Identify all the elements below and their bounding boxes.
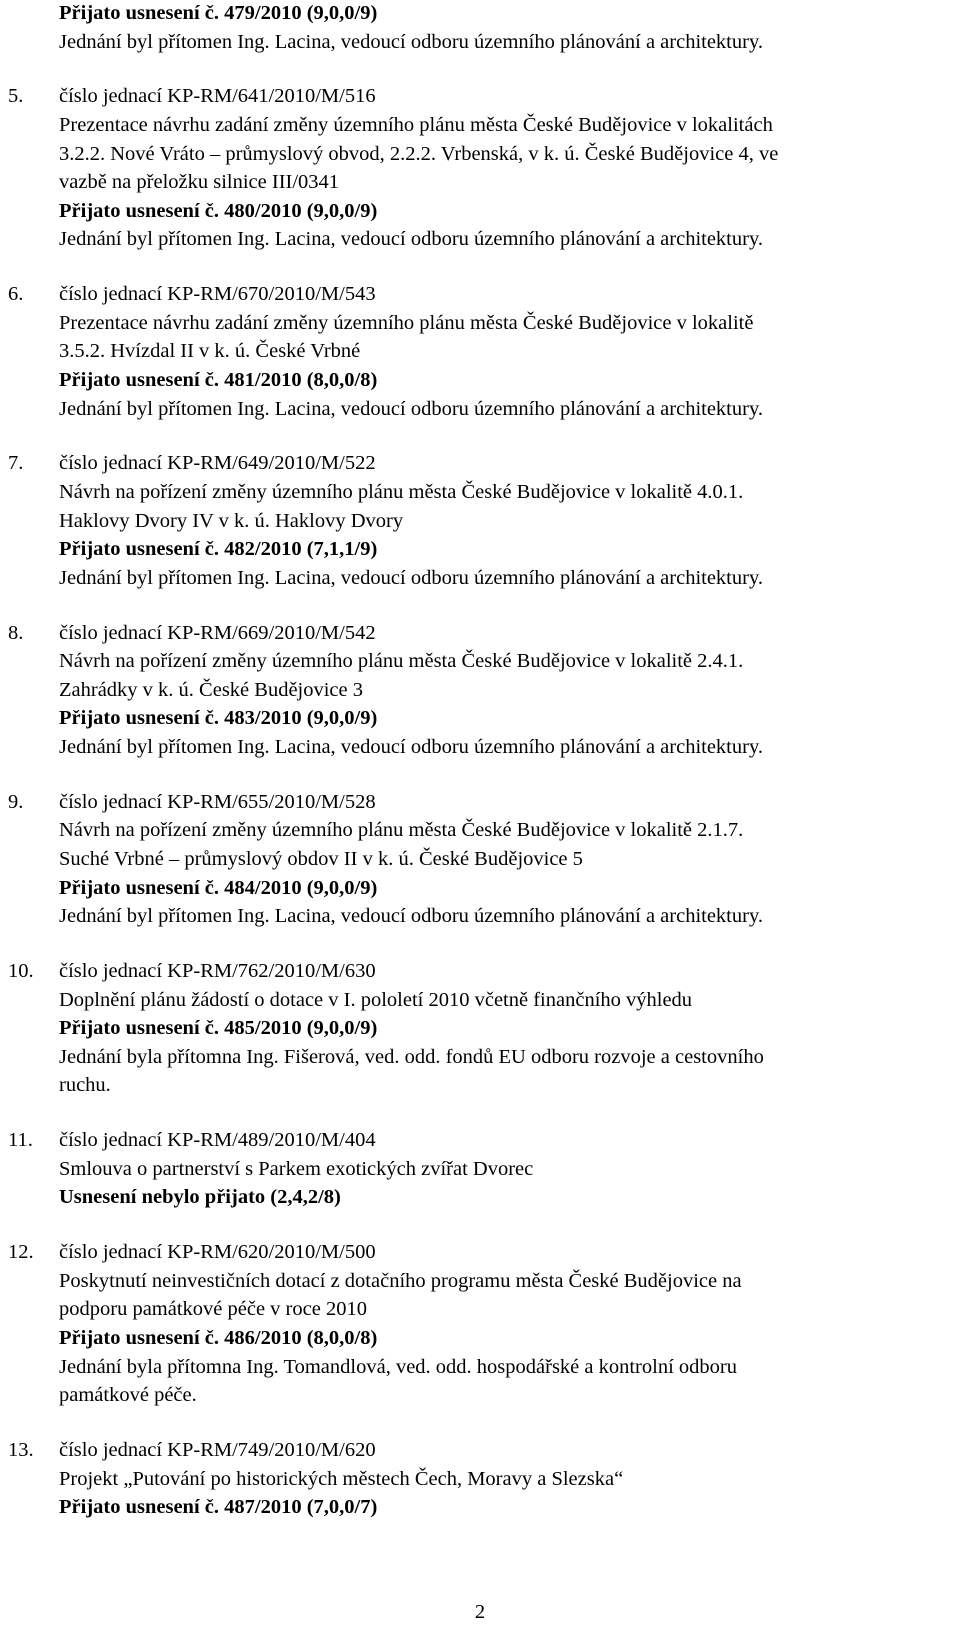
agenda-title-line: Návrh na pořízení změny územního plánu města České Budějovice v lokalitě 2.1.7. (59, 819, 744, 842)
agenda-title-line: podporu památkové péče v roce 2010 (59, 1298, 367, 1321)
attendance-note: Jednání byla přítomna Ing. Tomandlová, ved. odd. hospodářské a kontrolní odboru (59, 1355, 737, 1378)
attendance-note: Jednání byl přítomen Ing. Lacina, vedoucí odboru územního plánování a architektury. (59, 397, 763, 420)
resolution-line: Přijato usnesení č. 480/2010 (9,0,0/9) (59, 199, 378, 222)
agenda-title-line: Smlouva o partnerství s Parkem exotických zvířat Dvorec (59, 1157, 534, 1180)
reference-number: číslo jednací KP-RM/670/2010/M/543 (59, 283, 376, 306)
attendance-note: ruchu. (59, 1074, 111, 1097)
item-number: 10. (8, 960, 34, 982)
agenda-title-line: Návrh na pořízení změny územního plánu města České Budějovice v lokalitě 2.4.1. (59, 650, 744, 673)
reference-number: číslo jednací KP-RM/620/2010/M/500 (59, 1241, 376, 1264)
item-number: 7. (8, 452, 24, 475)
reference-number: číslo jednací KP-RM/749/2010/M/620 (59, 1439, 376, 1461)
agenda-title-line: Doplnění plánu žádostí o dotace v I. pololetí 2010 včetně finančního výhledu (59, 988, 693, 1011)
agenda-title-line: Prezentace návrhu zadání změny územního plánu města České Budějovice v lokalitách (59, 114, 773, 136)
item-number: 8. (8, 621, 24, 644)
reference-number: číslo jednací KP-RM/669/2010/M/542 (59, 621, 376, 644)
resolution-line: Přijato usnesení č. 482/2010 (7,1,1/9) (59, 538, 378, 561)
item-number: 5. (8, 85, 24, 108)
reference-number: číslo jednací KP-RM/649/2010/M/522 (59, 452, 376, 475)
attendance-note: Jednání byl přítomen Ing. Lacina, vedoucí odboru územního plánování a architektury. (59, 566, 763, 589)
reference-number: číslo jednací KP-RM/762/2010/M/630 (59, 960, 376, 982)
reference-number: číslo jednací KP-RM/655/2010/M/528 (59, 790, 376, 813)
reference-number: číslo jednací KP-RM/489/2010/M/404 (59, 1129, 376, 1152)
agenda-title-line: Projekt „Putování po historických městech Čech, Moravy a Slezska“ (59, 1467, 624, 1490)
reference-number: číslo jednací KP-RM/641/2010/M/516 (59, 85, 376, 108)
agenda-title-line: vazbě na přeložku silnice III/0341 (59, 171, 340, 194)
attendance-note: Jednání byl přítomen Ing. Lacina, vedoucí odboru územního plánování a architektury. (59, 30, 763, 53)
agenda-title-line: 3.5.2. Hvízdal II v k. ú. České Vrbné (59, 340, 361, 363)
attendance-note: Jednání byl přítomen Ing. Lacina, vedoucí odboru územního plánování a architektury. (59, 228, 763, 251)
resolution-line: Přijato usnesení č. 483/2010 (9,0,0/9) (59, 707, 378, 730)
item-number: 11. (8, 1129, 33, 1152)
agenda-title-line: Poskytnutí neinvestičních dotací z dotačního programu města České Budějovice na (59, 1269, 742, 1292)
attendance-note: Jednání byl přítomen Ing. Lacina, vedoucí odboru územního plánování a architektury. (59, 736, 763, 758)
resolution-line: Přijato usnesení č. 485/2010 (9,0,0/9) (59, 1017, 378, 1040)
resolution-line: Přijato usnesení č. 479/2010 (9,0,0/9) (59, 2, 378, 24)
agenda-title-line: Návrh na pořízení změny územního plánu města České Budějovice v lokalitě 4.0.1. (59, 481, 744, 503)
resolution-line: Přijato usnesení č. 484/2010 (9,0,0/9) (59, 876, 378, 899)
resolution-line: Přijato usnesení č. 481/2010 (8,0,0/8) (59, 369, 378, 391)
item-number: 13. (8, 1439, 34, 1461)
attendance-note: Jednání byla přítomna Ing. Fišerová, ved. odd. fondů EU odboru rozvoje a cestovního (59, 1045, 764, 1068)
attendance-note: památkové péče. (59, 1384, 197, 1407)
attendance-note: Jednání byl přítomen Ing. Lacina, vedoucí odboru územního plánování a architektury. (59, 905, 763, 928)
resolution-line: Usnesení nebylo přijato (2,4,2/8) (59, 1186, 341, 1209)
agenda-title-line: Prezentace návrhu zadání změny územního plánu města České Budějovice v lokalitě (59, 311, 754, 334)
agenda-title-line: 3.2.2. Nové Vráto – průmyslový obvod, 2.2.2. Vrbenská, v k. ú. České Budějovice 4, ve (59, 142, 779, 165)
agenda-title-line: Zahrádky v k. ú. České Budějovice 3 (59, 678, 364, 701)
page-number: 2 (474, 1601, 486, 1623)
resolution-line: Přijato usnesení č. 486/2010 (8,0,0/8) (59, 1327, 378, 1349)
item-number: 12. (8, 1241, 34, 1264)
item-number: 9. (8, 790, 24, 813)
resolution-line: Přijato usnesení č. 487/2010 (7,0,0/7) (59, 1496, 378, 1519)
agenda-title-line: Suché Vrbné – průmyslový obdov II v k. ú. České Budějovice 5 (59, 848, 583, 870)
agenda-title-line: Haklovy Dvory IV v k. ú. Haklovy Dvory (59, 509, 404, 532)
item-number: 6. (8, 283, 24, 306)
